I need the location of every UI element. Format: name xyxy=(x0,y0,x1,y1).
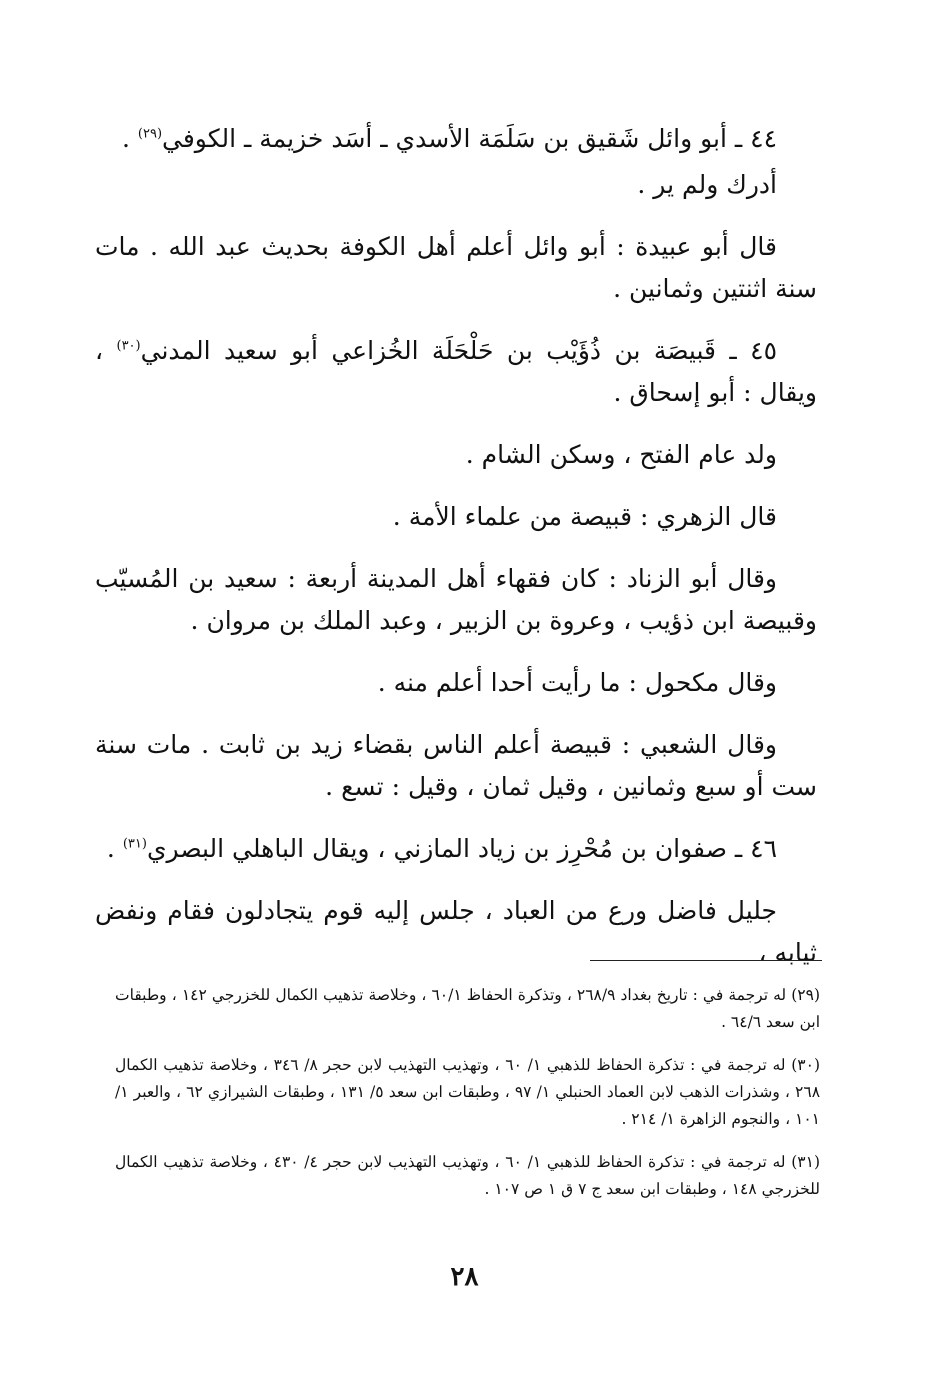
footnote-ref-29: (٢٩) xyxy=(137,126,163,142)
entry-44-quote: قال أبو عبيدة : أبو وائل أعلم أهل الكوفة بحديث عبد الله . مات سنة اثنتين وثمانين . xyxy=(95,232,817,303)
entry-45-heading xyxy=(95,330,817,414)
main-text xyxy=(95,118,817,994)
entry-45-birth: ولد عام الفتح ، وسكن الشام . xyxy=(465,440,777,469)
entry-45-zinad: وقال أبو الزناد : كان فقهاء أهل المدينة أربعة : سعيد بن المُسيّب وقبيصة ابن ذؤيب ، وعروة بن الزبير ، وعبد الملك بن مروان . xyxy=(95,564,817,635)
entry-46-desc: جليل فاضل ورع من العباد ، جلس إليه قوم يتجادلون فقام ونفض ثيابه ، xyxy=(95,896,817,967)
footnote-ref-31: (٣١) xyxy=(122,836,147,852)
entry-45-title: ٤٥ ـ قَبيصَة بن ذُؤَيْب بن حَلْحَلَة الخُزاعي أبو سعيد المدني xyxy=(140,336,778,365)
entry-44-note: أدرك ولم ير . xyxy=(637,170,777,199)
entry-45-title-end: ، ويقال : أبو إسحاق . xyxy=(95,336,817,407)
entry-46-heading xyxy=(95,828,817,870)
footnote-31: (٣١) له ترجمة في : تذكرة الحفاظ للذهبي ١/ ٦٠ ، وتهذيب التهذيب لابن حجر ٤/ ٤٣٠ ، وخلاصة تذهيب الكمال للخزرجي ١٤٨ ، وطبقات ابن سعد ج ٧ ق ١ ص ١٠٧ . xyxy=(115,1153,820,1198)
entry-44-title: ٤٤ ـ أبو وائل شَقيق بن سَلَمَة الأسدي ـ أسَد خزيمة ـ الكوفي xyxy=(162,124,777,153)
page-number: ٢٨ xyxy=(450,1262,479,1292)
entry-44-title-end: . xyxy=(121,124,138,153)
footnote-30: (٣٠) له ترجمة في : تذكرة الحفاظ للذهبي ١/ ٦٠ ، وتهذيب التهذيب لابن حجر ٨/ ٣٤٦ ، وخلاصة تذهيب الكمال ٢٦٨ ، وشذرات الذهب لابن العماد الحنبلي ١/ ٩٧ ، وطبقات ابن سعد ٥/ ١٣١ ، وطبقات الشيرازي ٦٢ ، والعبر ١/ ١٠١ ، والنجوم الزاهرة ١/ ٢١٤ . xyxy=(115,1056,821,1128)
entry-44-heading xyxy=(95,118,817,160)
footnotes xyxy=(115,982,820,1219)
entry-45-zuhri: قال الزهري : قبيصة من علماء الأمة . xyxy=(392,502,777,531)
entry-45-makhul: وقال مكحول : ما رأيت أحدا أعلم منه . xyxy=(377,668,777,697)
footnote-29: (٢٩) له ترجمة في : تاريخ بغداد ٢٦٨/٩ ، وتذكرة الحفاظ ٦٠/١ ، وخلاصة تذهيب الكمال للخزرجي ١٤٢ ، وطبقات ابن سعد ٦٤/٦ . xyxy=(115,986,820,1031)
entry-46-title: ٤٦ ـ صفوان بن مُحْرِز بن زياد المازني ، ويقال الباهلي البصري xyxy=(146,834,777,863)
footnote-divider xyxy=(590,960,822,961)
entry-46-title-end: . xyxy=(106,834,123,863)
entry-45-shabi: وقال الشعبي : قبيصة أعلم الناس بقضاء زيد بن ثابت . مات سنة ست أو سبع وثمانين ، وقيل ثمان ، وقيل : تسع . xyxy=(95,730,817,801)
footnote-ref-30: (٣٠) xyxy=(116,338,141,354)
